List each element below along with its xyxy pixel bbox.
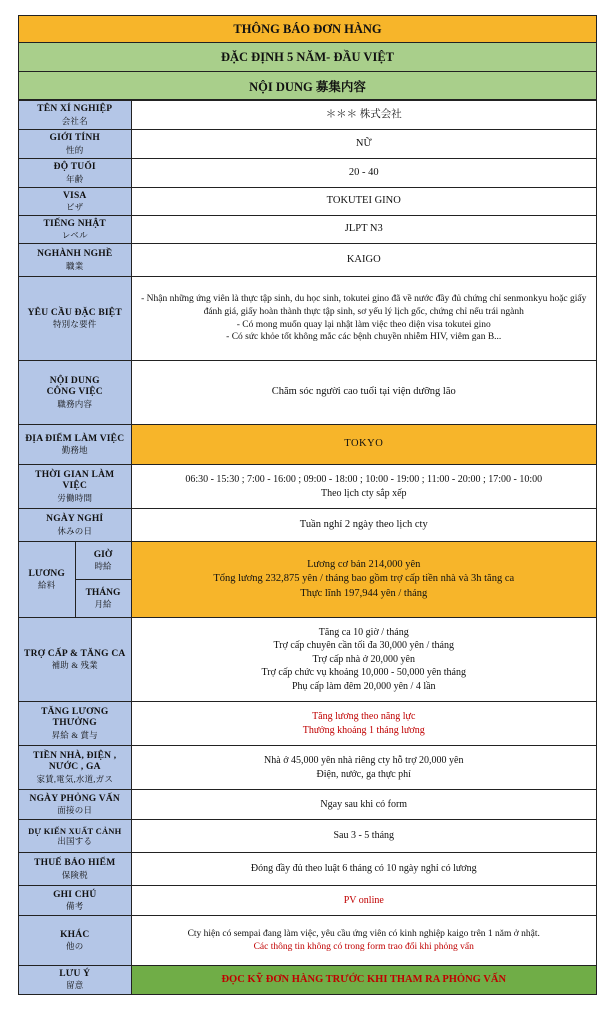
occupation-value: KAIGO (131, 244, 596, 277)
holiday-label-jp: 休みの日 (57, 525, 93, 536)
requirement-line: - Nhận những ứng viên là thực tập sinh, du học sinh, tokutei gino đã về nước đầy đủ chứng chỉ senmonkyu hoặc giấy đánh giá, giấy hoàn thành thực tập sinh, sơ yếu lý lịch gốc, chứng chỉ nếu trái ngành (141, 293, 587, 317)
note-label-jp: 備考 (66, 901, 84, 912)
salary-base: Lương cơ bản 214,000 yên (307, 559, 421, 571)
salary-monthly-label: THÁNG (85, 587, 121, 598)
company-label: TÊN XÍ NGHIỆP (37, 104, 113, 115)
salary-label-jp: 給料 (38, 580, 56, 591)
row-raise (19, 702, 596, 746)
salary-value (131, 542, 596, 618)
salary-total: Tổng lương 232,875 yên / tháng bao gồm trợ cấp tiền nhà và 3h tăng ca (213, 573, 515, 585)
row-allowance (19, 618, 596, 702)
allowance-line: Phụ cấp làm đêm 20,000 yên / 4 lần (291, 680, 436, 692)
interview-label-jp: 面接の日 (57, 805, 93, 816)
salary-net: Thực lĩnh 197,944 yên / tháng (300, 587, 428, 599)
work-time-value (131, 465, 596, 509)
row-location (19, 425, 596, 465)
requirement-line: - Có sức khỏe tốt không mắc các bệnh chuyền nhiễm HIV, viêm gan B... (226, 332, 502, 343)
japanese-label-jp: レベル (61, 230, 88, 241)
insurance-label: THUẾ BẢO HIỂM (34, 858, 116, 869)
row-salary-hourly (19, 542, 596, 580)
row-visa (19, 188, 596, 216)
location-value: TOKYO (131, 425, 596, 465)
gender-label: GIỚI TÍNH (49, 133, 100, 144)
other-line: Cty hiện có sempai đang làm việc, yêu cầu ứng viên có kinh nghiệp kaigo trên 1 năm ở nhật. (187, 928, 540, 939)
job-content-label-jp: 職務内容 (57, 398, 93, 409)
visa-label-jp: ビザ (66, 202, 84, 213)
row-occupation (19, 244, 596, 277)
requirements-label-jp: 特別な要件 (52, 319, 97, 330)
job-content-label-1: NỘI DUNG (49, 376, 100, 387)
departure-label-jp: 出国する (57, 836, 93, 846)
company-label-jp: 会社名 (61, 115, 88, 126)
row-gender (19, 130, 596, 159)
row-interview (19, 790, 596, 820)
japanese-value: JLPT N3 (131, 216, 596, 244)
order-table (19, 100, 596, 994)
other-label-jp: 他の (66, 941, 84, 952)
row-note (19, 886, 596, 916)
allowance-line: Trợ cấp chuyên cần tối đa 30,000 yên / tháng (273, 640, 454, 652)
occupation-label-jp: 職業 (66, 260, 84, 271)
row-holiday (19, 509, 596, 542)
job-content-value: Chăm sóc người cao tuổi tại viện dưỡng lão (131, 361, 596, 425)
allowance-label-jp: 補助 & 残業 (51, 660, 98, 671)
row-insurance (19, 853, 596, 886)
allowance-line: Trợ cấp nhà ở 20,000 yên (312, 653, 415, 665)
housing-label-1: TIỀN NHÀ, ĐIỆN , (33, 751, 117, 762)
age-value: 20 - 40 (131, 159, 596, 188)
row-job-content (19, 361, 596, 425)
insurance-label-jp: 保険税 (61, 869, 88, 880)
allowance-line: Tăng ca 10 giờ / tháng (318, 626, 409, 638)
housing-line: Nhà ở 45,000 yên nhà riêng cty hỗ trợ 20,000 yên (264, 755, 464, 766)
salary-hourly-label: GIỜ (93, 549, 113, 560)
caution-label: LƯU Ý (59, 968, 91, 979)
other-value (131, 916, 596, 966)
departure-value: Sau 3 - 5 tháng (131, 820, 596, 853)
gender-label-jp: 性的 (66, 144, 84, 155)
holiday-label: NGÀY NGHỈ (46, 514, 104, 525)
visa-label: VISA (62, 190, 87, 201)
note-value: PV online (131, 886, 596, 916)
work-time-note: Theo lịch cty sắp xếp (320, 487, 407, 499)
sheet-subtitle: ĐẶC ĐỊNH 5 NĂM- ĐẦU VIỆT (19, 43, 596, 72)
other-note-line: Các thông tin không có trong form trao đổi khi phỏng vấn (253, 941, 474, 952)
salary-hourly-label-jp: 時給 (94, 561, 112, 572)
age-label-jp: 年齢 (66, 173, 84, 184)
bonus-line: Thưởng khoảng 1 tháng lương (302, 724, 425, 736)
gender-value: NỮ (131, 130, 596, 159)
housing-value (131, 746, 596, 790)
note-label: GHI CHÚ (53, 889, 97, 900)
caution-label-jp: 留意 (66, 980, 84, 991)
row-age (19, 159, 596, 188)
caution-value: ĐỌC KỸ ĐƠN HÀNG TRƯỚC KHI THAM RA PHỎNG VẤN (131, 966, 596, 994)
location-label-jp: 勤務地 (61, 445, 88, 456)
row-company (19, 101, 596, 130)
work-time-label-jp: 労働時間 (57, 492, 93, 503)
sheet-title: THÔNG BÁO ĐƠN HÀNG (19, 16, 596, 43)
other-label: KHÁC (60, 929, 90, 940)
row-other (19, 916, 596, 966)
housing-label-jp: 家賃,電気,水道,ガス (36, 773, 114, 784)
raise-label-jp: 昇給 & 賞与 (51, 729, 98, 740)
requirements-label: YÊU CẦU ĐẶC BIỆT (27, 307, 122, 318)
allowance-line: Trợ cấp chức vụ khoảng 10,000 - 50,000 yên tháng (261, 667, 466, 679)
requirements-value (131, 277, 596, 361)
japanese-label: TIẾNG NHẬT (43, 218, 106, 229)
work-time-label: THỜI GIAN LÀM VIỆC (35, 470, 115, 492)
housing-label-2: NƯỚC , GA (48, 762, 101, 773)
interview-label: NGÀY PHỎNG VẤN (29, 793, 120, 804)
row-japanese (19, 216, 596, 244)
salary-monthly-label-jp: 月給 (94, 599, 112, 610)
holiday-value: Tuần nghỉ 2 ngày theo lịch cty (131, 509, 596, 542)
insurance-value: Đóng đầy đủ theo luật 6 tháng có 10 ngày nghỉ có lương (131, 853, 596, 886)
requirement-line: - Có mong muốn quay lại nhật làm việc theo diện visa tokutei gino (236, 319, 491, 330)
visa-value: TOKUTEI GINO (131, 188, 596, 216)
section-heading: NỘI DUNG 募集内容 (19, 72, 596, 100)
work-time-shifts: 06:30 - 15:30 ; 7:00 - 16:00 ; 09:00 - 18:00 ; 10:00 - 19:00 ; 11:00 - 20:00 ; 17:00 - 10:00 (185, 474, 543, 485)
allowance-label: TRỢ CẤP & TĂNG CA (24, 648, 126, 659)
row-housing (19, 746, 596, 790)
salary-label: LƯƠNG (28, 568, 66, 579)
job-content-label-2: CÔNG VIỆC (46, 387, 103, 398)
departure-label: DỰ KIẾN XUẤT CẢNH (28, 825, 122, 836)
allowance-value (131, 618, 596, 702)
occupation-label: NGHÀNH NGHỀ (37, 249, 113, 260)
utilities-line: Điện, nước, ga thực phí (316, 768, 411, 780)
raise-line: Tăng lương theo năng lực (312, 711, 416, 722)
row-work-time (19, 465, 596, 509)
row-caution (19, 966, 596, 994)
age-label: ĐỘ TUỔI (53, 162, 96, 173)
raise-value (131, 702, 596, 746)
location-label: ĐỊA ĐIỂM LÀM VIỆC (25, 433, 125, 444)
raise-label-2: THƯỞNG (52, 718, 97, 729)
row-departure (19, 820, 596, 853)
raise-label-1: TĂNG LƯƠNG (41, 707, 109, 718)
company-value: ＊＊＊ 株式会社 (131, 101, 596, 130)
interview-value: Ngay sau khi có form (131, 790, 596, 820)
order-sheet (18, 15, 597, 995)
row-requirements (19, 277, 596, 361)
